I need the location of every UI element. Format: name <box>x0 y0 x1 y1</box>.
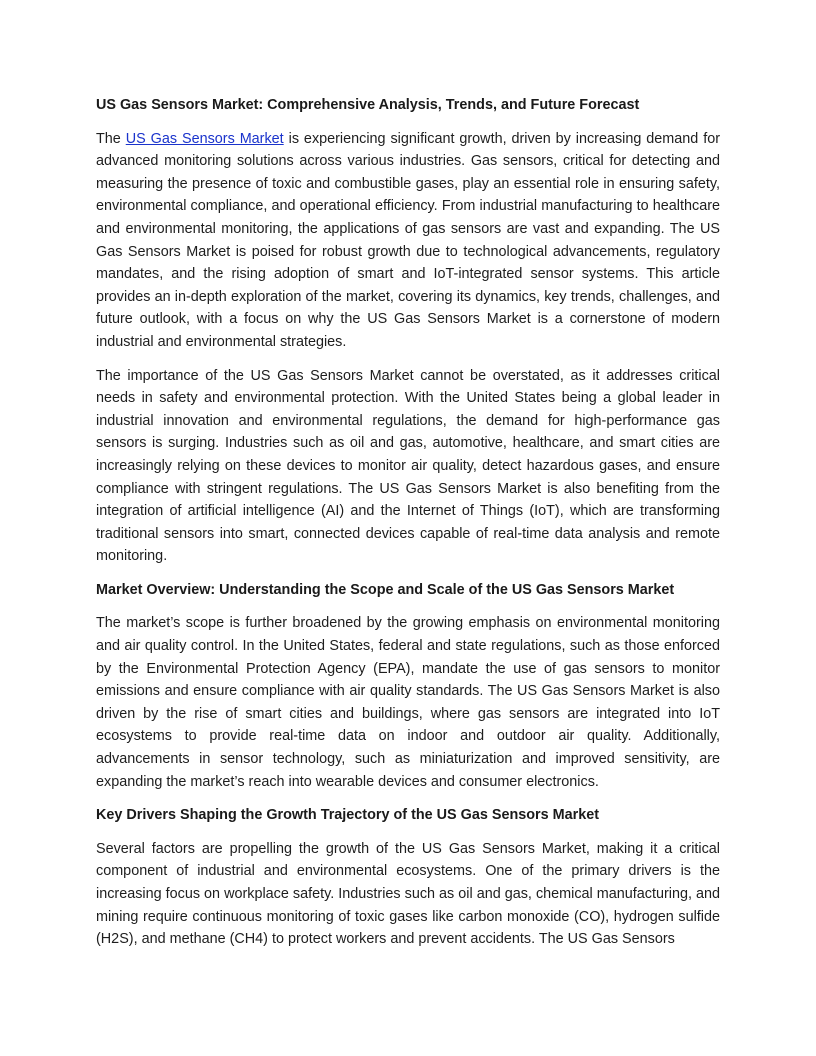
document-page <box>96 94 720 962</box>
us-gas-sensors-market-link[interactable]: US Gas Sensors Market <box>125 130 284 147</box>
market-overview-heading: Market Overview: Understanding the Scope and Scale of the US Gas Sensors Market <box>96 581 675 598</box>
intro-rest: is experiencing significant growth, driven by increasing demand for advanced monitoring solutions across various industries. Gas sensors, critical for detecting and measuring the presence of toxic and combustible gases, play an essential role in ensuring safety, environmental compliance, and operational efficiency. From industrial manufacturing to healthcare and environmental monitoring, the applications of gas sensors are vast and expanding. The US Gas Sensors Market is poised for robust growth due to technological advancements, regulatory mandates, and the rising adoption of smart and IoT-integrated sensor systems. This article provides an in-depth exploration of the market, covering its dynamics, key trends, challenges, and future outlook, with a focus on why the US Gas Sensors Market is a cornerstone of modern industrial and environmental strategies. <box>96 130 721 350</box>
key-drivers-heading: Key Drivers Shaping the Growth Trajectory of the US Gas Sensors Market <box>96 807 600 824</box>
document-title: US Gas Sensors Market: Comprehensive Analysis, Trends, and Future Forecast <box>96 97 640 113</box>
market-scope-paragraph: The market’s scope is further broadened by the growing emphasis on environmental monitoring and air quality control. In the United States, federal and state regulations, such as those enforced by the Environmental Protection Agency (EPA), mandate the use of gas sensors to monitor emissions and ensure compliance with air quality standards. The US Gas Sensors Market is also driven by the rise of smart cities and buildings, where gas sensors are integrated into IoT ecosystems to provide real-time data on indoor and outdoor air quality. Additionally, advancements in sensor technology, such as miniaturization and improved sensitivity, are expanding the market’s reach into wearable devices and consumer electronics. <box>96 615 720 790</box>
intro-paragraph <box>96 128 720 354</box>
key-drivers-paragraph: Several factors are propelling the growth of the US Gas Sensors Market, making it a critical component of industrial and environmental ecosystems. One of the primary drivers is the increasing focus on workplace safety. Industries such as oil and gas, chemical manufacturing, and mining require continuous monitoring of toxic gases like carbon monoxide (CO), hydrogen sulfide (H2S), and methane (CH4) to protect workers and prevent accidents. The US Gas Sensors <box>96 840 720 948</box>
intro-prefix: The <box>96 130 126 147</box>
importance-paragraph: The importance of the US Gas Sensors Market cannot be overstated, as it addresses critical needs in safety and environmental protection. With the United States being a global leader in industrial innovation and environmental regulations, the demand for high-performance gas sensors is surging. Industries such as oil and gas, automotive, healthcare, and smart cities are increasingly relying on these devices to monitor air quality, detect hazardous gases, and ensure compliance with stringent regulations. The US Gas Sensors Market is also benefiting from the integration of artificial intelligence (AI) and the Internet of Things (IoT), which are transforming traditional sensors into smart, connected devices capable of real-time data analysis and remote monitoring. <box>96 367 720 565</box>
